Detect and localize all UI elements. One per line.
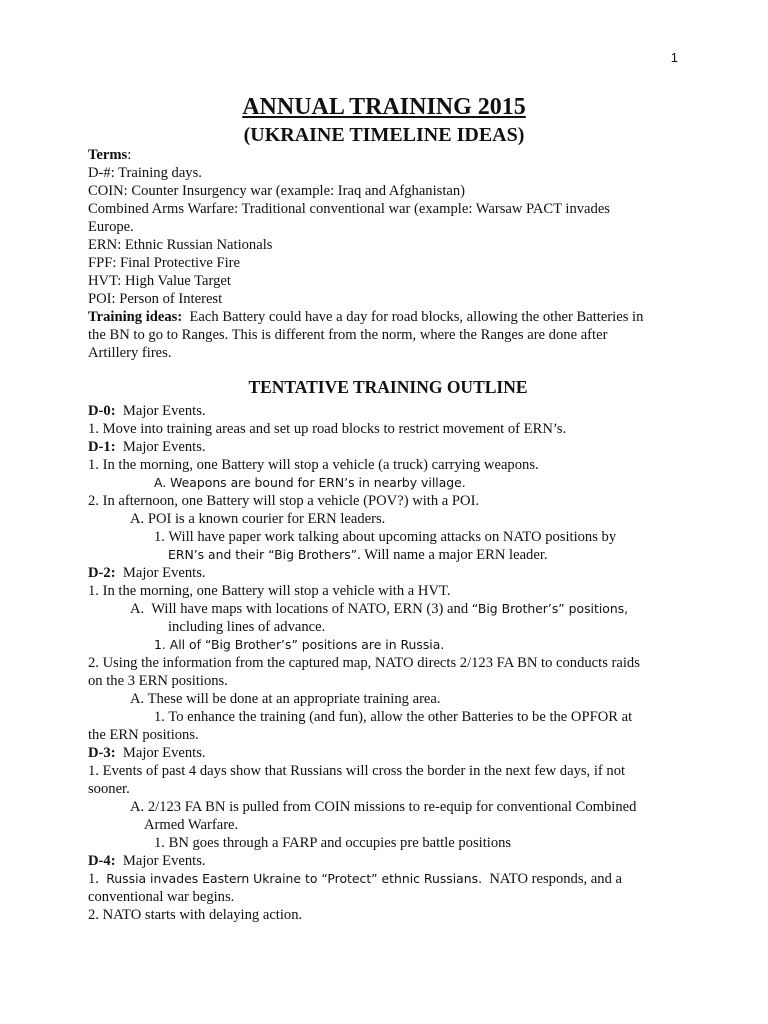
training-ideas-line: Artillery fires. (88, 345, 172, 361)
item-number: 1. (88, 871, 107, 887)
outline-subitem-cont: Armed Warfare. (144, 817, 239, 833)
outline-item: 2. Using the information from the captured map, NATO directs 2/123 FA BN to conducts raids (88, 655, 640, 671)
day-text: Major Events. (115, 745, 206, 761)
subitem-text: A. Will have maps with locations of NATO, ERN (3) and (130, 601, 472, 617)
outline-item: 1. Events of past 4 days show that Russians will cross the border in the next few days, if not (88, 763, 626, 779)
terms-heading-colon: : (127, 147, 132, 163)
term-item: COIN: Counter Insurgency war (example: Iraq and Afghanistan) (88, 183, 466, 199)
outline-subitem-cont: including lines of advance. (168, 619, 326, 635)
quote-text: ERN’s and their “Big Brothers” (168, 547, 358, 562)
outline-heading: TENTATIVE TRAINING OUTLINE (248, 377, 528, 397)
term-item: Europe. (88, 219, 134, 235)
day-heading-d1 (88, 438, 688, 456)
outline-item-cont: conventional war begins. (88, 889, 235, 905)
day-label: D-3: (88, 745, 116, 761)
outline-item: 1. Move into training areas and set up road blocks to restrict movement of ERN’s. (88, 421, 567, 437)
cont-text: . Will name a major ERN leader. (357, 547, 548, 563)
page-number: 1 (670, 50, 678, 65)
outline-item: 1. In the morning, one Battery will stop a vehicle with a HVT. (88, 583, 451, 599)
item-text: NATO responds, and a (482, 871, 623, 887)
outline-subsubitem: 1. All of “Big Brother’s” positions are in Russia. (154, 637, 445, 652)
document-body (88, 146, 688, 924)
outline-subitem: A. 2/123 FA BN is pulled from COIN missions to re-equip for conventional Combined (130, 799, 637, 815)
quote-text: “Big Brother’s” positions, (471, 601, 629, 616)
day-text: Major Events. (115, 565, 206, 581)
outline-subitem: A. Weapons are bound for ERN’s in nearby village. (154, 475, 466, 490)
term-item: POI: Person of Interest (88, 291, 223, 307)
day-heading-d2 (88, 564, 688, 582)
day-text: Major Events. (115, 853, 206, 869)
day-label: D-4: (88, 853, 116, 869)
training-ideas-text: Each Battery could have a day for road blocks, allowing the other Batteries in (182, 309, 644, 325)
outline-subitem: A. POI is a known courier for ERN leaders. (130, 511, 386, 527)
outline-subitem (88, 600, 688, 618)
document-subtitle: (UKRAINE TIMELINE IDEAS) (243, 124, 525, 146)
outline-subsubitem-cont: the ERN positions. (88, 727, 199, 743)
term-item: D-#: Training days. (88, 165, 202, 181)
day-label: D-0: (88, 403, 116, 419)
outline-item-cont: sooner. (88, 781, 130, 797)
term-item: ERN: Ethnic Russian Nationals (88, 237, 273, 253)
outline-subitem: A. These will be done at an appropriate training area. (130, 691, 441, 707)
term-item: FPF: Final Protective Fire (88, 255, 241, 271)
day-heading-d4 (88, 852, 688, 870)
outline-subsubitem: 1. BN goes through a FARP and occupies pre battle positions (154, 835, 512, 851)
day-label: D-2: (88, 565, 116, 581)
outline-item: 1. In the morning, one Battery will stop a vehicle (a truck) carrying weapons. (88, 457, 539, 473)
outline-subsubitem: 1. Will have paper work talking about upcoming attacks on NATO positions by (154, 529, 617, 545)
day-heading-d3 (88, 744, 688, 762)
outline-item: 2. NATO starts with delaying action. (88, 907, 303, 923)
outline-item: 2. In afternoon, one Battery will stop a vehicle (POV?) with a POI. (88, 493, 480, 509)
training-ideas-line: the BN to go to Ranges. This is different from the norm, where the Ranges are done after (88, 327, 608, 343)
training-ideas-line (88, 308, 688, 326)
term-item: Combined Arms Warfare: Traditional conventional war (example: Warsaw PACT invades (88, 201, 610, 217)
document-title: ANNUAL TRAINING 2015 (242, 94, 526, 120)
terms-heading: Terms (88, 147, 128, 163)
outline-item-cont: on the 3 ERN positions. (88, 673, 228, 689)
day-text: Major Events. (115, 439, 206, 455)
term-item: HVT: High Value Target (88, 273, 231, 289)
outline-subsubitem-cont (88, 546, 688, 564)
day-text: Major Events. (115, 403, 206, 419)
terms-heading-line (88, 146, 688, 164)
day-label: D-1: (88, 439, 116, 455)
day-heading-d0 (88, 402, 688, 420)
training-ideas-label: Training ideas: (88, 309, 183, 325)
item-text-sans: Russia invades Eastern Ukraine to “Protect” ethnic Russians. (106, 871, 483, 886)
outline-subsubitem: 1. To enhance the training (and fun), allow the other Batteries to be the OPFOR at (154, 709, 633, 725)
outline-item (88, 870, 688, 888)
